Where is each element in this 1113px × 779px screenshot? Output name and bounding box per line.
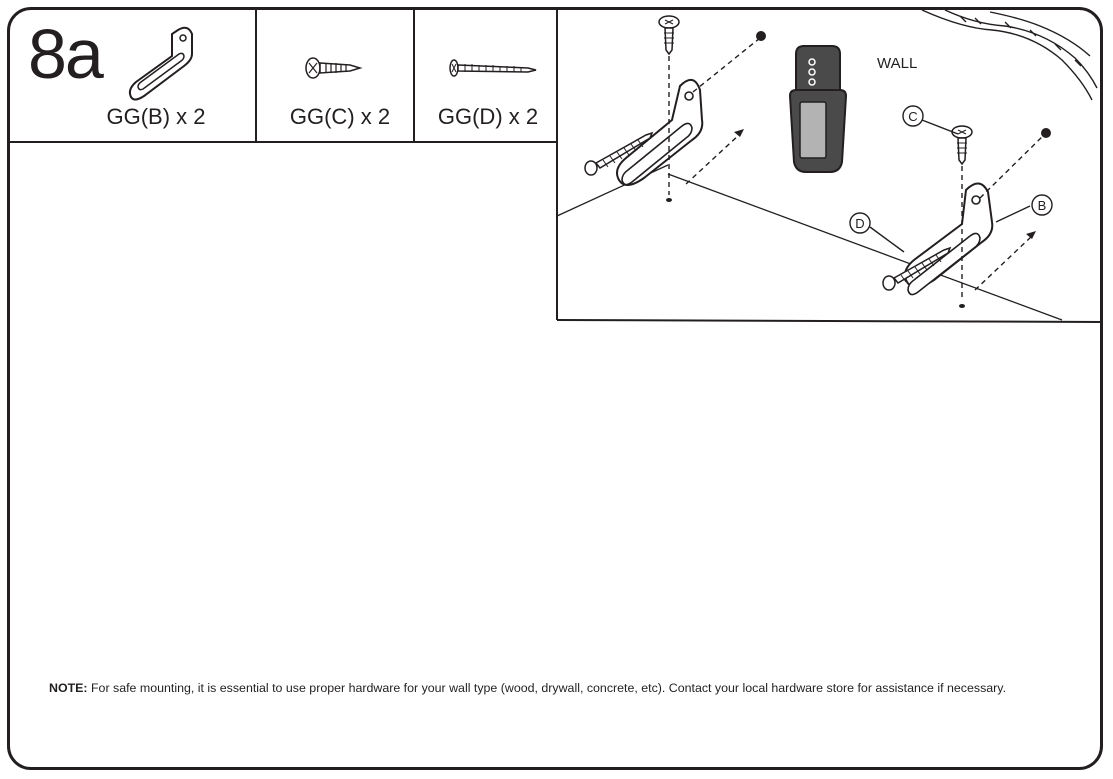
l-bracket-icon (130, 28, 192, 100)
part-c-label: GG(C) x 2 (289, 104, 391, 129)
part-d-label: GG(D) x 2 (437, 104, 539, 129)
safety-note (49, 680, 1006, 696)
wall-label: WALL (877, 55, 918, 72)
callout-d-label: D (855, 216, 865, 231)
callout-circles (850, 106, 1052, 233)
note-lead: NOTE: (49, 681, 88, 695)
wall-edge-texture (922, 10, 1097, 100)
right-short-screw (952, 126, 972, 164)
long-screw-icon (450, 60, 536, 76)
short-screw-icon (306, 58, 360, 78)
stud-finder-icon (790, 46, 846, 172)
note-body: For safe mounting, it is essential to use proper hardware for your wall type (wood, drywall, concrete, etc). Contact your local hardware store for assistance if necessary. (87, 681, 1007, 695)
pilot-holes (666, 31, 1051, 308)
left-short-screw (659, 16, 679, 54)
step-number: 8a (28, 15, 102, 93)
part-b-label: GG(B) x 2 (106, 104, 206, 129)
callout-c-label: C (908, 109, 918, 124)
callout-b-label: B (1037, 198, 1047, 213)
guide-lines (669, 38, 1045, 300)
